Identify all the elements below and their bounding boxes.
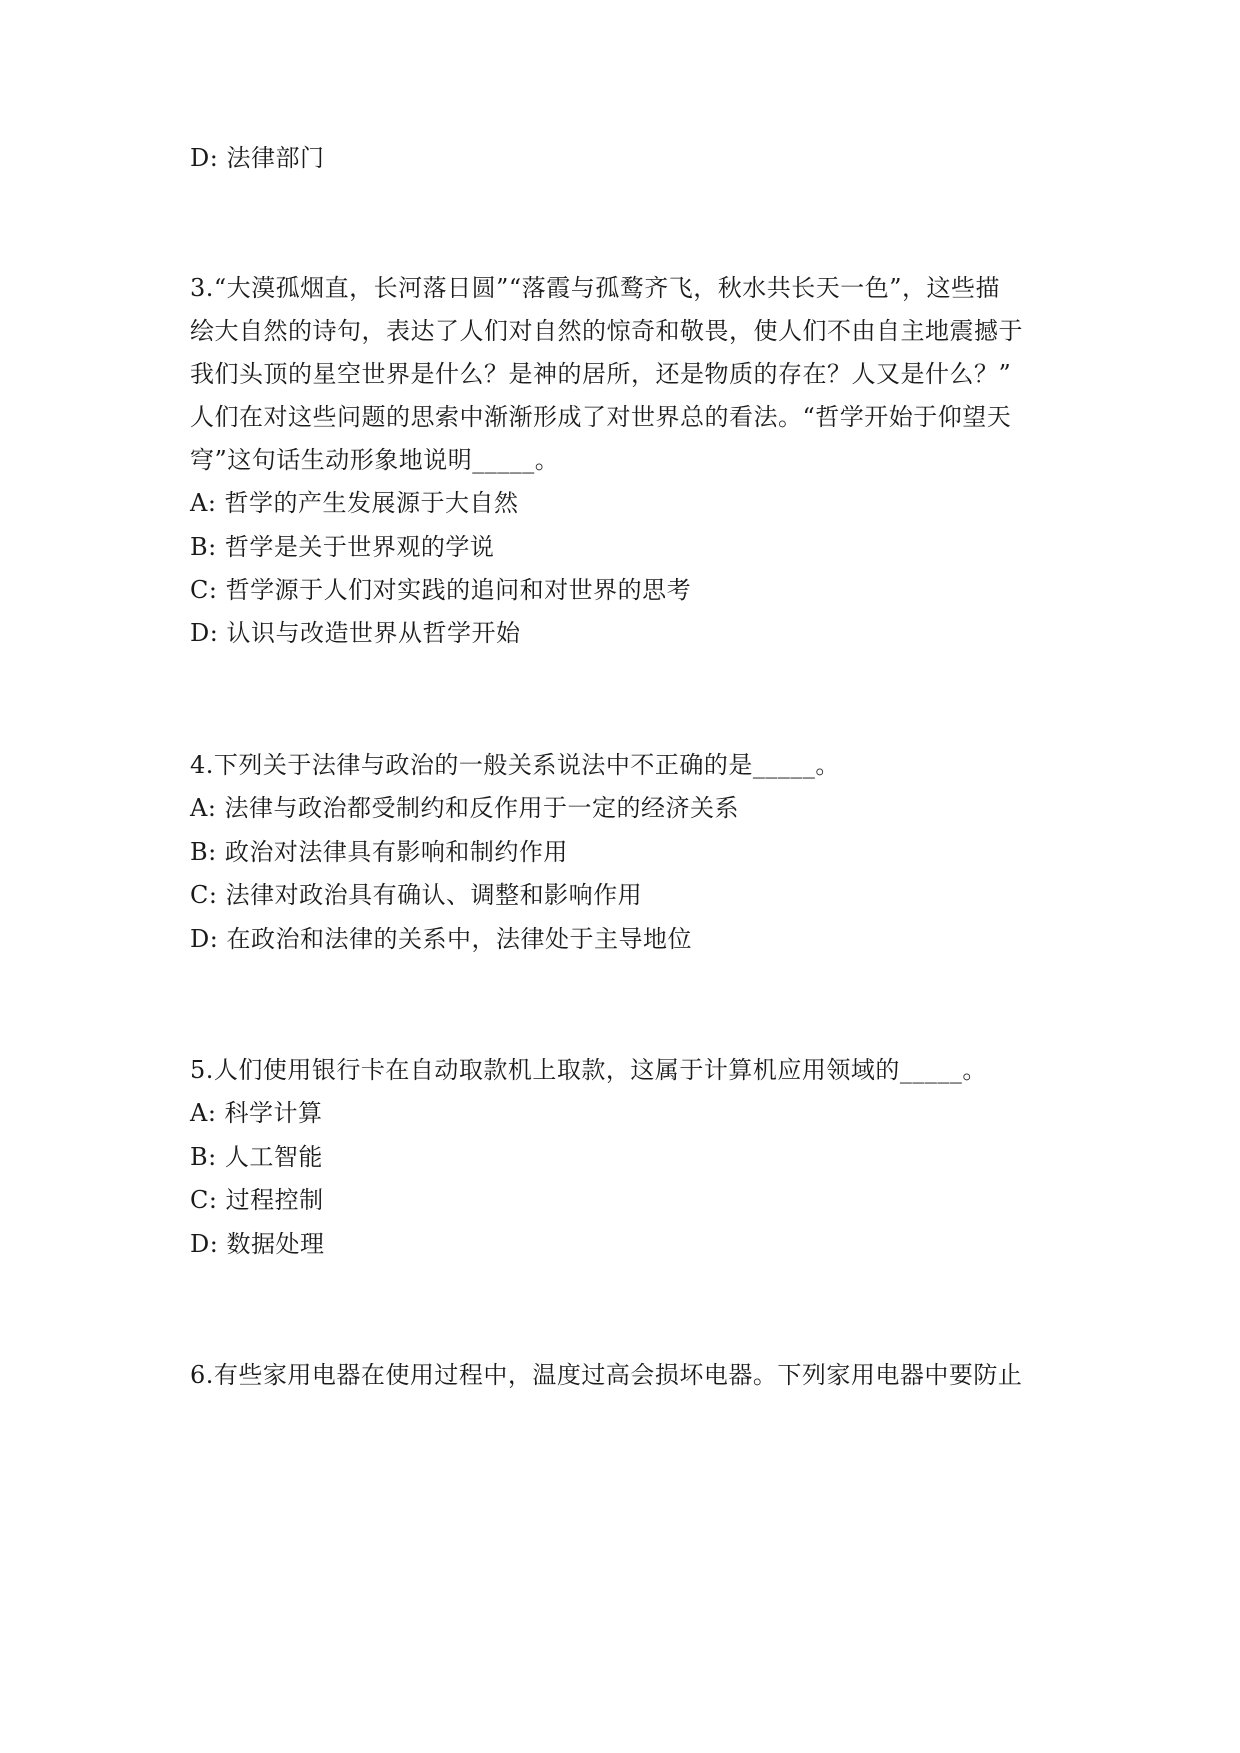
q6-stem: 6.有些家用电器在使用过程中，温度过高会损坏电器。下列家用电器中要防止 — [190, 1361, 1023, 1389]
q5-option-c: C: 过程控制 — [190, 1186, 324, 1214]
q4-option-c: C: 法律对政治具有确认、调整和影响作用 — [190, 881, 643, 909]
q5-option-d: D: 数据处理 — [190, 1230, 325, 1258]
q5-stem: 5.人们使用银行卡在自动取款机上取款，这属于计算机应用领域的_____。 — [190, 1056, 987, 1084]
q3-option-d: D: 认识与改造世界从哲学开始 — [190, 619, 521, 647]
q3-stem-line-4: 人们在对这些问题的思索中渐渐形成了对世界总的看法。“哲学开始于仰望天 — [190, 403, 1012, 431]
q3-stem-line-5: 穹”这句话生动形象地说明_____。 — [190, 446, 560, 474]
q3-stem-line-2: 绘大自然的诗句，表达了人们对自然的惊奇和敬畏，使人们不由自主地震撼于 — [190, 317, 1023, 345]
q3-stem-line-3: 我们头顶的星空世界是什么？是神的居所，还是物质的存在？人又是什么？” — [190, 360, 1012, 388]
q4-option-b: B: 政治对法律具有影响和制约作用 — [190, 838, 568, 866]
q4-option-a: A: 法律与政治都受制约和反作用于一定的经济关系 — [190, 794, 740, 822]
q4-stem: 4.下列关于法律与政治的一般关系说法中不正确的是_____。 — [190, 751, 840, 779]
q5-option-a: A: 科学计算 — [190, 1099, 323, 1127]
q2-option-d: D: 法律部门 — [190, 144, 325, 172]
q4-option-d: D: 在政治和法律的关系中，法律处于主导地位 — [190, 925, 692, 953]
q3-stem-line-1: 3.“大漠孤烟直，长河落日圆”“落霞与孤鹜齐飞，秋水共长天一色”，这些描 — [190, 274, 1000, 302]
q3-option-a: A: 哲学的产生发展源于大自然 — [190, 489, 519, 517]
q3-option-c: C: 哲学源于人们对实践的追问和对世界的思考 — [190, 576, 692, 604]
q5-option-b: B: 人工智能 — [190, 1143, 323, 1171]
q3-option-b: B: 哲学是关于世界观的学说 — [190, 533, 495, 561]
